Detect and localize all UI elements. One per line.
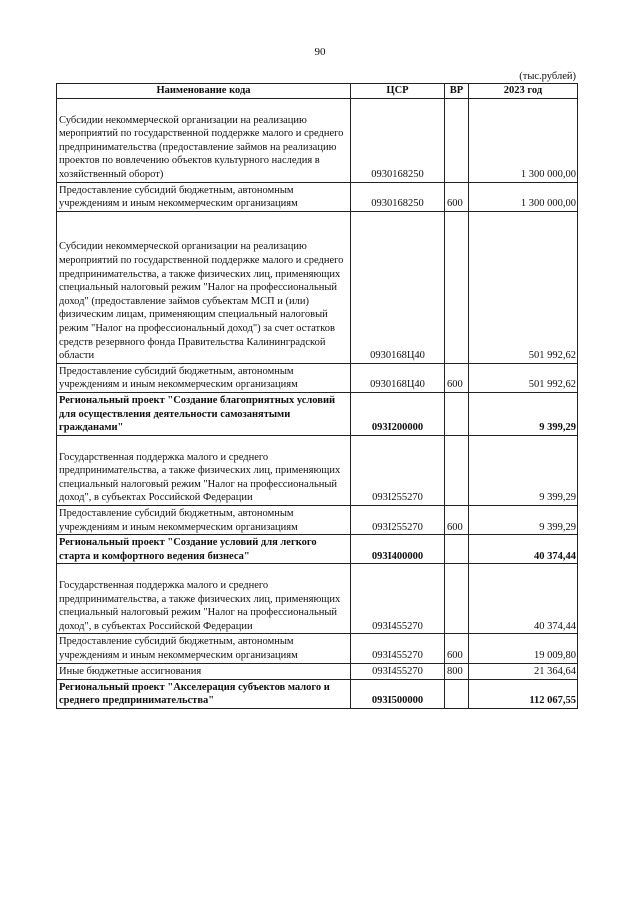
row-csr-cell: 0930168Ц40 (351, 211, 445, 363)
table-row (57, 679, 578, 708)
table-body (57, 98, 578, 708)
row-vr-cell: 800 (445, 663, 469, 679)
table-row (57, 564, 578, 634)
row-name-cell: Государственная поддержка малого и среднего предпринимательства, а также физических лиц, применяющих специальный налоговый режим "Налог на профессиональный доход", в субъектах Российской Федерации (57, 564, 351, 634)
table-row (57, 634, 578, 663)
row-amount-cell: 9 399,29 (469, 392, 578, 435)
table-row (57, 182, 578, 211)
row-vr-cell (445, 392, 469, 435)
page-number: 90 (314, 46, 326, 58)
row-amount-cell: 40 374,44 (469, 564, 578, 634)
table-row (57, 535, 578, 564)
budget-table (56, 83, 578, 709)
row-csr-cell: 0930168250 (351, 182, 445, 211)
table-row (57, 211, 578, 363)
row-vr-cell (445, 535, 469, 564)
row-amount-cell: 501 992,62 (469, 363, 578, 392)
row-csr-cell: 0930168Ц40 (351, 363, 445, 392)
row-csr-cell: 093I255270 (351, 505, 445, 534)
table-row (57, 363, 578, 392)
row-vr-cell (445, 211, 469, 363)
row-vr-cell (445, 435, 469, 505)
header-csr: ЦСР (351, 84, 445, 99)
row-vr-cell (445, 98, 469, 182)
row-amount-cell: 9 399,29 (469, 435, 578, 505)
table-row (57, 435, 578, 505)
row-name-cell: Региональный проект "Создание благоприятных условий для осуществления деятельности самозанятыми гражданами" (57, 392, 351, 435)
row-csr-cell: 093I500000 (351, 679, 445, 708)
row-vr-cell: 600 (445, 182, 469, 211)
table-row (57, 98, 578, 182)
row-csr-cell: 093I455270 (351, 634, 445, 663)
header-name: Наименование кода (57, 84, 351, 99)
row-amount-cell: 1 300 000,00 (469, 98, 578, 182)
row-amount-cell: 112 067,55 (469, 679, 578, 708)
row-amount-cell: 9 399,29 (469, 505, 578, 534)
row-csr-cell: 093I255270 (351, 435, 445, 505)
row-amount-cell: 1 300 000,00 (469, 182, 578, 211)
row-name-cell: Иные бюджетные ассигнования (57, 663, 351, 679)
row-csr-cell: 093I455270 (351, 663, 445, 679)
row-vr-cell: 600 (445, 505, 469, 534)
units-label: (тыс.рублей) (519, 71, 576, 82)
row-name-cell: Субсидии некоммерческой организации на реализацию мероприятий по государственной поддержке малого и среднего предпринимательства (предоставление займов на реализацию проектов по вовлечению объектов культурного наследия в хозяйственный оборот) (57, 98, 351, 182)
row-vr-cell: 600 (445, 363, 469, 392)
row-name-cell: Региональный проект "Акселерация субъектов малого и среднего предпринимательства" (57, 679, 351, 708)
row-vr-cell (445, 679, 469, 708)
table-row (57, 663, 578, 679)
table-row (57, 392, 578, 435)
table-row (57, 505, 578, 534)
row-name-cell: Предоставление субсидий бюджетным, автономным учреждениям и иным некоммерческим организациям (57, 634, 351, 663)
row-csr-cell: 093I200000 (351, 392, 445, 435)
row-csr-cell: 093I400000 (351, 535, 445, 564)
header-vr: ВР (445, 84, 469, 99)
row-name-cell: Предоставление субсидий бюджетным, автономным учреждениям и иным некоммерческим организациям (57, 363, 351, 392)
table-header-row (57, 84, 578, 99)
row-name-cell: Предоставление субсидий бюджетным, автономным учреждениям и иным некоммерческим организациям (57, 505, 351, 534)
row-csr-cell: 093I455270 (351, 564, 445, 634)
row-name-cell: Государственная поддержка малого и среднего предпринимательства, а также физических лиц, применяющих специальный налоговый режим "Налог на профессиональный доход", в субъектах Российской Федерации (57, 435, 351, 505)
row-amount-cell: 19 009,80 (469, 634, 578, 663)
row-amount-cell: 501 992,62 (469, 211, 578, 363)
row-name-cell: Региональный проект "Создание условий для легкого старта и комфортного ведения бизнеса" (57, 535, 351, 564)
row-amount-cell: 40 374,44 (469, 535, 578, 564)
row-vr-cell: 600 (445, 634, 469, 663)
row-csr-cell: 0930168250 (351, 98, 445, 182)
row-name-cell: Субсидии некоммерческой организации на реализацию мероприятий по государственной поддержке малого и среднего предпринимательства, а также физических лиц, применяющих специальный налоговый режим "Налог на профессиональный доход" (предоставление займов субъектам МСП и (или) физическим лицам, применяющим специальный налоговый режим "Налог на профессиональный доход") за счет остатков средств резервного фонда Правительства Калининградской области (57, 211, 351, 363)
header-year: 2023 год (469, 84, 578, 99)
row-amount-cell: 21 364,64 (469, 663, 578, 679)
row-vr-cell (445, 564, 469, 634)
row-name-cell: Предоставление субсидий бюджетным, автономным учреждениям и иным некоммерческим организациям (57, 182, 351, 211)
